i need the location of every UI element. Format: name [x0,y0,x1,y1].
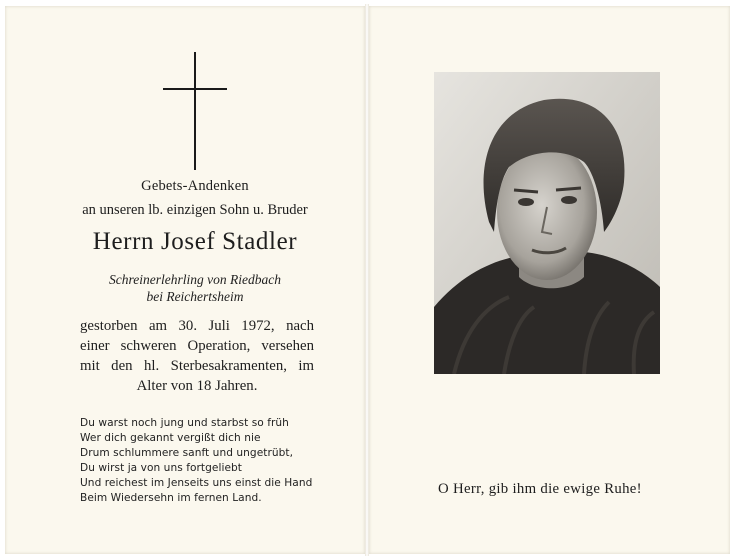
poem-line: Du warst noch jung und starbst so früh [80,417,289,429]
poem-line: Drum schlummere sanft und ungetrübt, [80,447,294,459]
obituary-line: gestorben am 30. Juli 1972, nach [80,318,314,334]
poem-line: Du wirst ja von uns fortgeliebt [80,462,242,474]
occupation-line-2: bei Reichertsheim [146,289,244,304]
poem-line: Wer dich gekannt vergißt dich nie [80,432,261,444]
portrait-illustration [434,72,660,374]
obituary-line: mit den hl. Sterbesakramenten, im [80,358,314,374]
heading: Gebets-Andenken [141,178,249,194]
poem-line: Und reichest im Jenseits uns einst die Hand [80,477,313,489]
cross-icon [163,52,227,170]
prayer-line: O Herr, gib ihm die ewige Ruhe! [438,481,642,497]
relation-line: an unseren lb. einzigen Sohn u. Bruder [82,202,308,218]
obituary-line: Alter von 18 Jahren. [136,378,258,394]
occupation-line-1: Schreinerlehrling von Riedbach [109,272,281,287]
obituary-line: einer schweren Operation, versehen [80,338,314,354]
portrait-photo [434,72,660,374]
poem-line: Beim Wiedersehn im fernen Land. [80,492,262,504]
deceased-name: Herrn Josef Stadler [92,228,298,255]
